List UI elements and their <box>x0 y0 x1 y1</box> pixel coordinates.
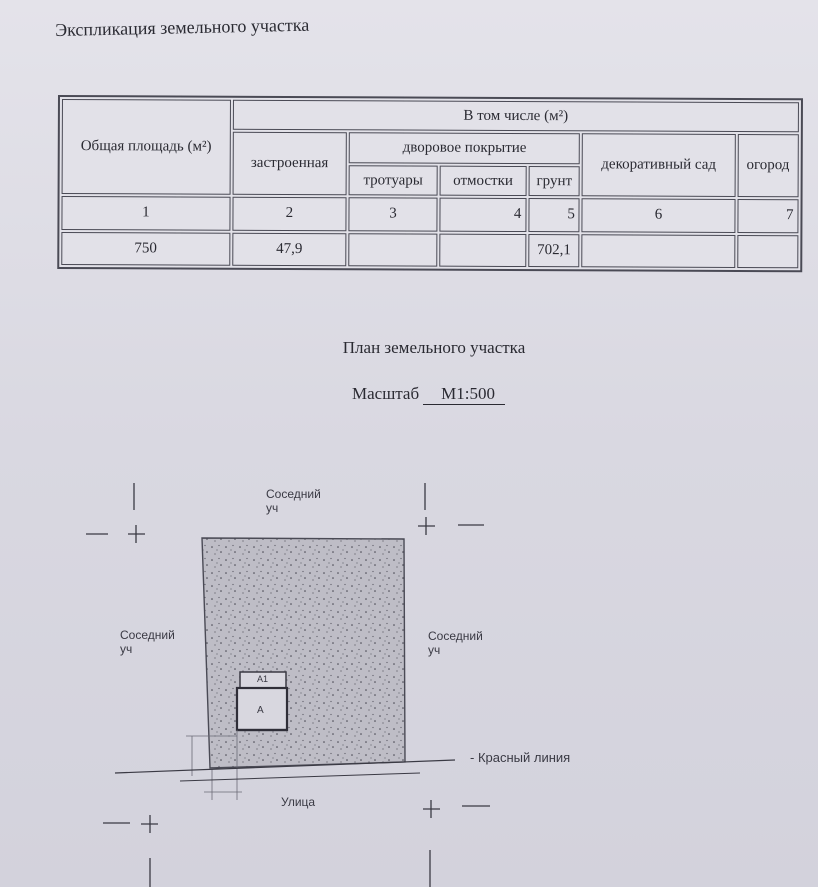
corner-marker-bottom-right <box>423 800 490 887</box>
value-built: 47,9 <box>232 232 347 266</box>
vegetable-header: огород <box>737 134 799 197</box>
scale-label: Масштаб <box>352 384 420 403</box>
col-number-3: 3 <box>349 198 438 232</box>
page-heading: Экспликация земельного участка <box>55 14 310 40</box>
built-header: застроенная <box>232 132 347 195</box>
corner-marker-top-left <box>86 483 145 543</box>
col-number-6: 6 <box>582 199 735 233</box>
value-sidewalks <box>348 233 437 267</box>
neighbor-label-left: Соседний уч <box>120 628 175 657</box>
value-soil: 702,1 <box>528 234 580 268</box>
site-plan-drawing <box>0 440 818 887</box>
corner-marker-top-right <box>418 483 484 535</box>
street-edge-line <box>180 773 420 781</box>
scale-value: М1:500 <box>423 384 505 405</box>
soil-header: грунт <box>528 166 580 197</box>
including-header: В том числе (м²) <box>233 100 799 133</box>
value-vegetable <box>737 235 799 269</box>
value-blind-area <box>439 233 526 267</box>
explication-table <box>57 95 803 272</box>
col-number-4: 4 <box>439 198 526 232</box>
plan-title: План земельного участка <box>342 338 526 357</box>
street-label: Улица <box>281 795 316 809</box>
garden-header: декоративный сад <box>582 134 735 198</box>
col-number-5: 5 <box>528 199 580 232</box>
total-area-header: Общая площадь (м²) <box>62 99 231 195</box>
col-number-2: 2 <box>232 197 347 231</box>
neighbor-label-right: Соседний уч <box>428 629 483 658</box>
values-row <box>61 232 798 269</box>
yard-cover-header: дворовое покрытие <box>349 133 580 164</box>
col-number-1: 1 <box>61 196 230 230</box>
scale-line <box>352 384 505 405</box>
red-line-label: - Красный линия <box>470 750 571 765</box>
corner-marker-bottom-left <box>103 815 158 887</box>
value-garden <box>582 234 735 268</box>
value-total-area: 750 <box>61 232 230 266</box>
neighbor-label-top: Соседний уч <box>266 487 321 516</box>
blind-area-header: отмостки <box>440 166 527 197</box>
col-number-7: 7 <box>737 199 799 233</box>
land-plot-area <box>202 538 405 768</box>
building-main-label: А <box>257 705 264 716</box>
building-annex-label: А1 <box>257 674 269 684</box>
sidewalks-header: тротуары <box>349 165 438 196</box>
column-number-row <box>61 196 798 232</box>
